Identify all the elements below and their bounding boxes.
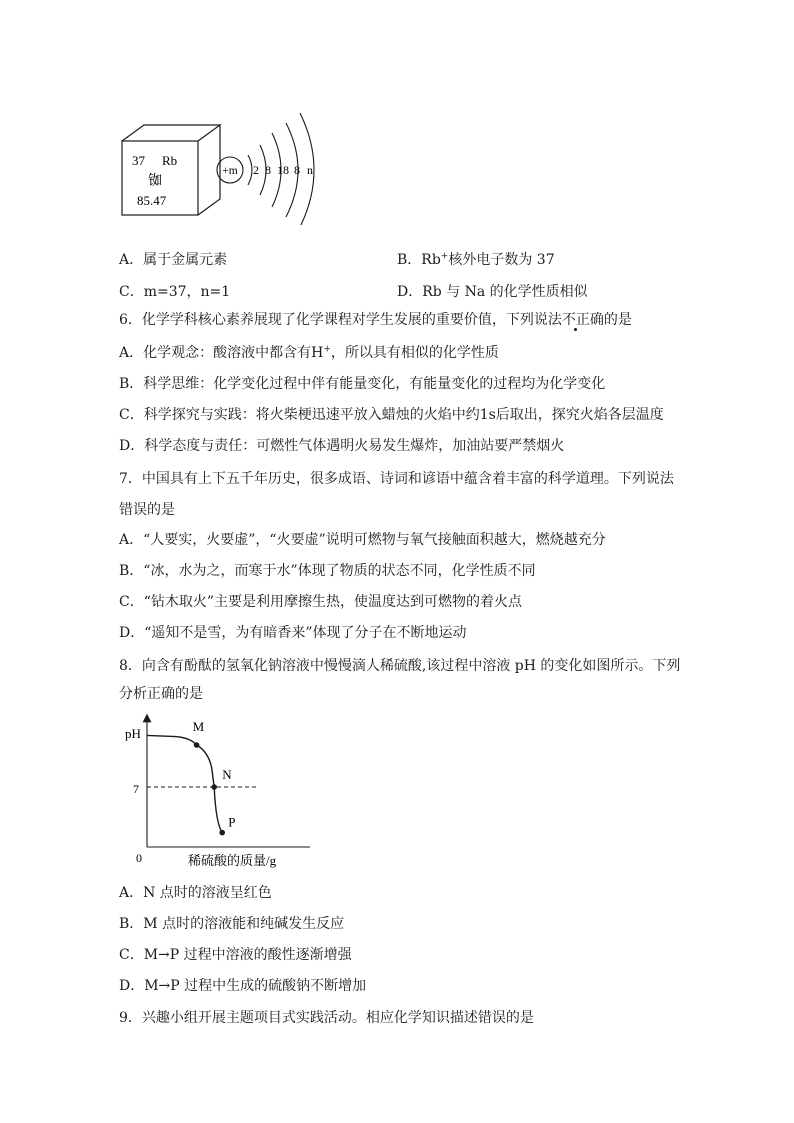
q7-option-d: D．“遥知不是雪，为有暗香来”体现了分子在不断地运动 bbox=[119, 625, 467, 641]
point-label-n: N bbox=[222, 767, 232, 782]
y-tick-label: 7 bbox=[133, 782, 139, 796]
q5-option-a: A．属于金属元素 bbox=[119, 252, 228, 268]
q5-option-b bbox=[397, 250, 555, 270]
q6-stem bbox=[119, 310, 632, 330]
q9-stem: 9．兴趣小组开展主题项目式实践活动。相应化学知识描述错误的是 bbox=[119, 1010, 534, 1026]
q6-option-c: C．科学探究与实践：将火柴梗迅速平放入蜡烛的火焰中约1s后取出，探究火焰各层温度 bbox=[119, 407, 664, 423]
q6-option-a-post: ，所以具有相似的化学性质 bbox=[330, 345, 499, 361]
shell-count-3: 18 bbox=[277, 163, 289, 177]
shell-count-4: 8 bbox=[294, 163, 300, 177]
shell-count-1: 2 bbox=[253, 163, 259, 177]
q6-option-a bbox=[119, 343, 499, 363]
q6-option-b: B．科学思维：化学变化过程中伴有能量变化，有能量变化的过程均为化学变化 bbox=[119, 376, 606, 392]
element-card-figure bbox=[110, 105, 430, 225]
point-label-p: P bbox=[228, 814, 236, 830]
shell-count-5: n bbox=[307, 163, 313, 177]
q6-stem-post: 确的是 bbox=[589, 312, 632, 328]
q8-stem-line1: 8．向含有酚酞的氢氧化钠溶液中慢慢滴人稀硫酸,该过程中溶液 pH 的变化如图所示。下列 bbox=[119, 658, 681, 674]
q5-option-b-pre: B．Rb bbox=[397, 252, 441, 268]
q7-option-a: A．“人要实，火要虚”，“火要虚”说明可燃物与氧气接触面积越大，燃烧越充分 bbox=[119, 532, 606, 548]
shell-arc-1 bbox=[248, 155, 252, 185]
q7-option-c: C．“钻木取火”主要是利用摩擦生热，使温度达到可燃物的着火点 bbox=[119, 594, 523, 610]
atomic-mass: 85.47 bbox=[137, 193, 167, 208]
q5-option-b-sup: + bbox=[440, 251, 449, 262]
q5-option-b-post: 核外电子数为 37 bbox=[448, 252, 555, 268]
ph-chart bbox=[122, 712, 322, 872]
q5-option-d: D．Rb 与 Na 的化学性质相似 bbox=[397, 284, 588, 300]
q6-option-d: D．科学态度与责任：可燃性气体遇明火易发生爆炸，加油站要严禁烟火 bbox=[119, 438, 565, 454]
q6-option-a-pre: A．化学观念：酸溶液中都含有H bbox=[119, 345, 324, 361]
q6-stem-pre: 6．化学学科核心素养展现了化学课程对学生发展的重要价值，下列说法 bbox=[119, 312, 562, 328]
y-axis-label: pH bbox=[125, 726, 141, 741]
point-n bbox=[211, 784, 217, 790]
q8-option-d: D．M→P 过程中生成的硫酸钠不断增加 bbox=[119, 978, 367, 994]
element-symbol: Rb bbox=[162, 153, 178, 168]
element-name: 铷 bbox=[148, 174, 162, 189]
q8-option-b: B．M 点时的溶液能和纯碱发生反应 bbox=[119, 916, 345, 932]
ph-curve bbox=[147, 735, 222, 832]
origin-label: 0 bbox=[136, 851, 142, 865]
q8-option-c: C．M→P 过程中溶液的酸性逐渐增强 bbox=[119, 947, 352, 963]
nucleus-charge: +m bbox=[222, 165, 238, 177]
cube-top bbox=[122, 125, 220, 141]
point-p bbox=[219, 830, 225, 836]
q8-option-a: A．N 点时的溶液呈红色 bbox=[119, 885, 272, 901]
atomic-number: 37 bbox=[132, 153, 145, 168]
point-label-m: M bbox=[192, 719, 205, 734]
q6-option-a-sup: + bbox=[323, 344, 331, 355]
ph-points bbox=[193, 719, 236, 835]
q7-stem-line1: 7．中国具有上下五千年历史，很多成语、诗词和谚语中蕴含着丰富的科学道理。下列说法 bbox=[119, 471, 674, 487]
q5-option-c: C．m=37，n=1 bbox=[119, 284, 231, 300]
q6-stem-emphasis: 不正 bbox=[561, 312, 590, 328]
q8-stem-line2: 分析正确的是 bbox=[119, 686, 203, 702]
q7-option-b: B．“冰，水为之，而寒于水”体现了物质的状态不同，化学性质不同 bbox=[119, 563, 536, 579]
shell-count-2: 8 bbox=[265, 163, 271, 177]
point-m bbox=[194, 742, 200, 748]
q7-stem-line2: 错误的是 bbox=[119, 502, 175, 518]
x-axis-label: 稀硫酸的质量/g bbox=[188, 853, 277, 868]
